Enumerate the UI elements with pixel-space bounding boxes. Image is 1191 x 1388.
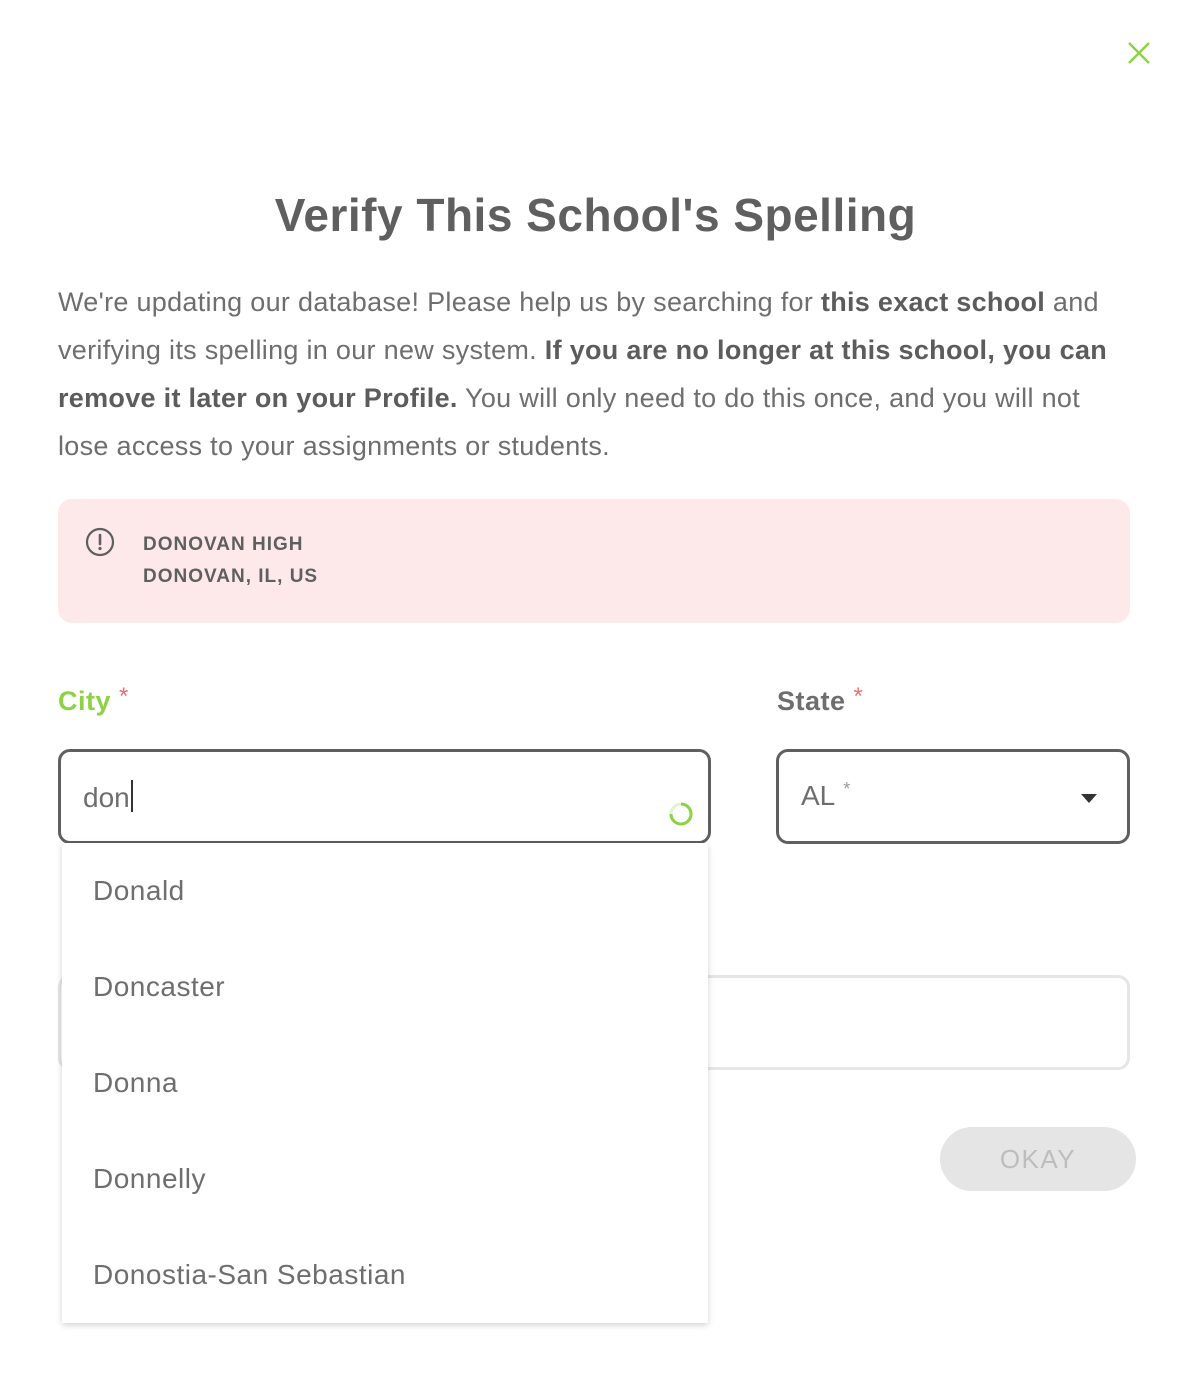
description-text: and verifying its spelling in our new system. <box>58 287 1099 365</box>
state-label-text: State <box>777 686 846 716</box>
okay-button[interactable]: OKAY <box>940 1127 1136 1191</box>
dialog-title: Verify This School's Spelling <box>274 189 917 241</box>
alert-school-location: DONOVAN, IL, US <box>143 566 319 587</box>
state-required-mark: * <box>853 683 864 710</box>
exclamation-circle-icon <box>85 527 115 557</box>
description-text: We're updating our database! Please help us by searching for <box>58 287 821 317</box>
city-suggestion-item[interactable]: Donald <box>93 875 185 906</box>
city-input[interactable] <box>58 749 711 844</box>
city-input-value[interactable] <box>83 780 133 814</box>
description-emphasis: this exact school <box>820 287 1046 317</box>
city-label-text: City <box>58 686 112 716</box>
dialog-description <box>58 278 1138 470</box>
text-cursor <box>131 780 133 812</box>
alert-school-name: DONOVAN HIGH <box>143 534 304 555</box>
state-select[interactable] <box>776 749 1130 844</box>
loading-spinner-icon <box>668 801 694 827</box>
caret-down-icon[interactable] <box>1080 792 1098 804</box>
city-suggestion-item[interactable]: Doncaster <box>93 971 226 1002</box>
city-suggestion-item[interactable]: Donnelly <box>93 1163 206 1194</box>
city-input-text: don <box>83 782 130 813</box>
city-suggestion-item[interactable]: Donostia-San Sebastian <box>93 1259 406 1290</box>
description-text: You will only need to do this once, and you will not lose access to your assignments or students. <box>58 383 1081 461</box>
school-alert <box>58 499 1130 623</box>
city-suggestions-menu <box>62 843 708 1323</box>
city-required-mark: * <box>119 683 129 710</box>
city-suggestion-item[interactable]: Donna <box>93 1067 179 1098</box>
state-select-value <box>801 780 850 812</box>
close-icon[interactable] <box>1124 38 1154 68</box>
city-label <box>58 683 129 717</box>
state-select-text: AL <box>801 780 836 811</box>
description-emphasis: If you are no longer at this school, you can remove it later on your Profile. <box>58 335 1108 413</box>
alert-text <box>143 529 318 593</box>
state-label <box>777 683 864 717</box>
state-select-required-mark: * <box>843 779 851 799</box>
